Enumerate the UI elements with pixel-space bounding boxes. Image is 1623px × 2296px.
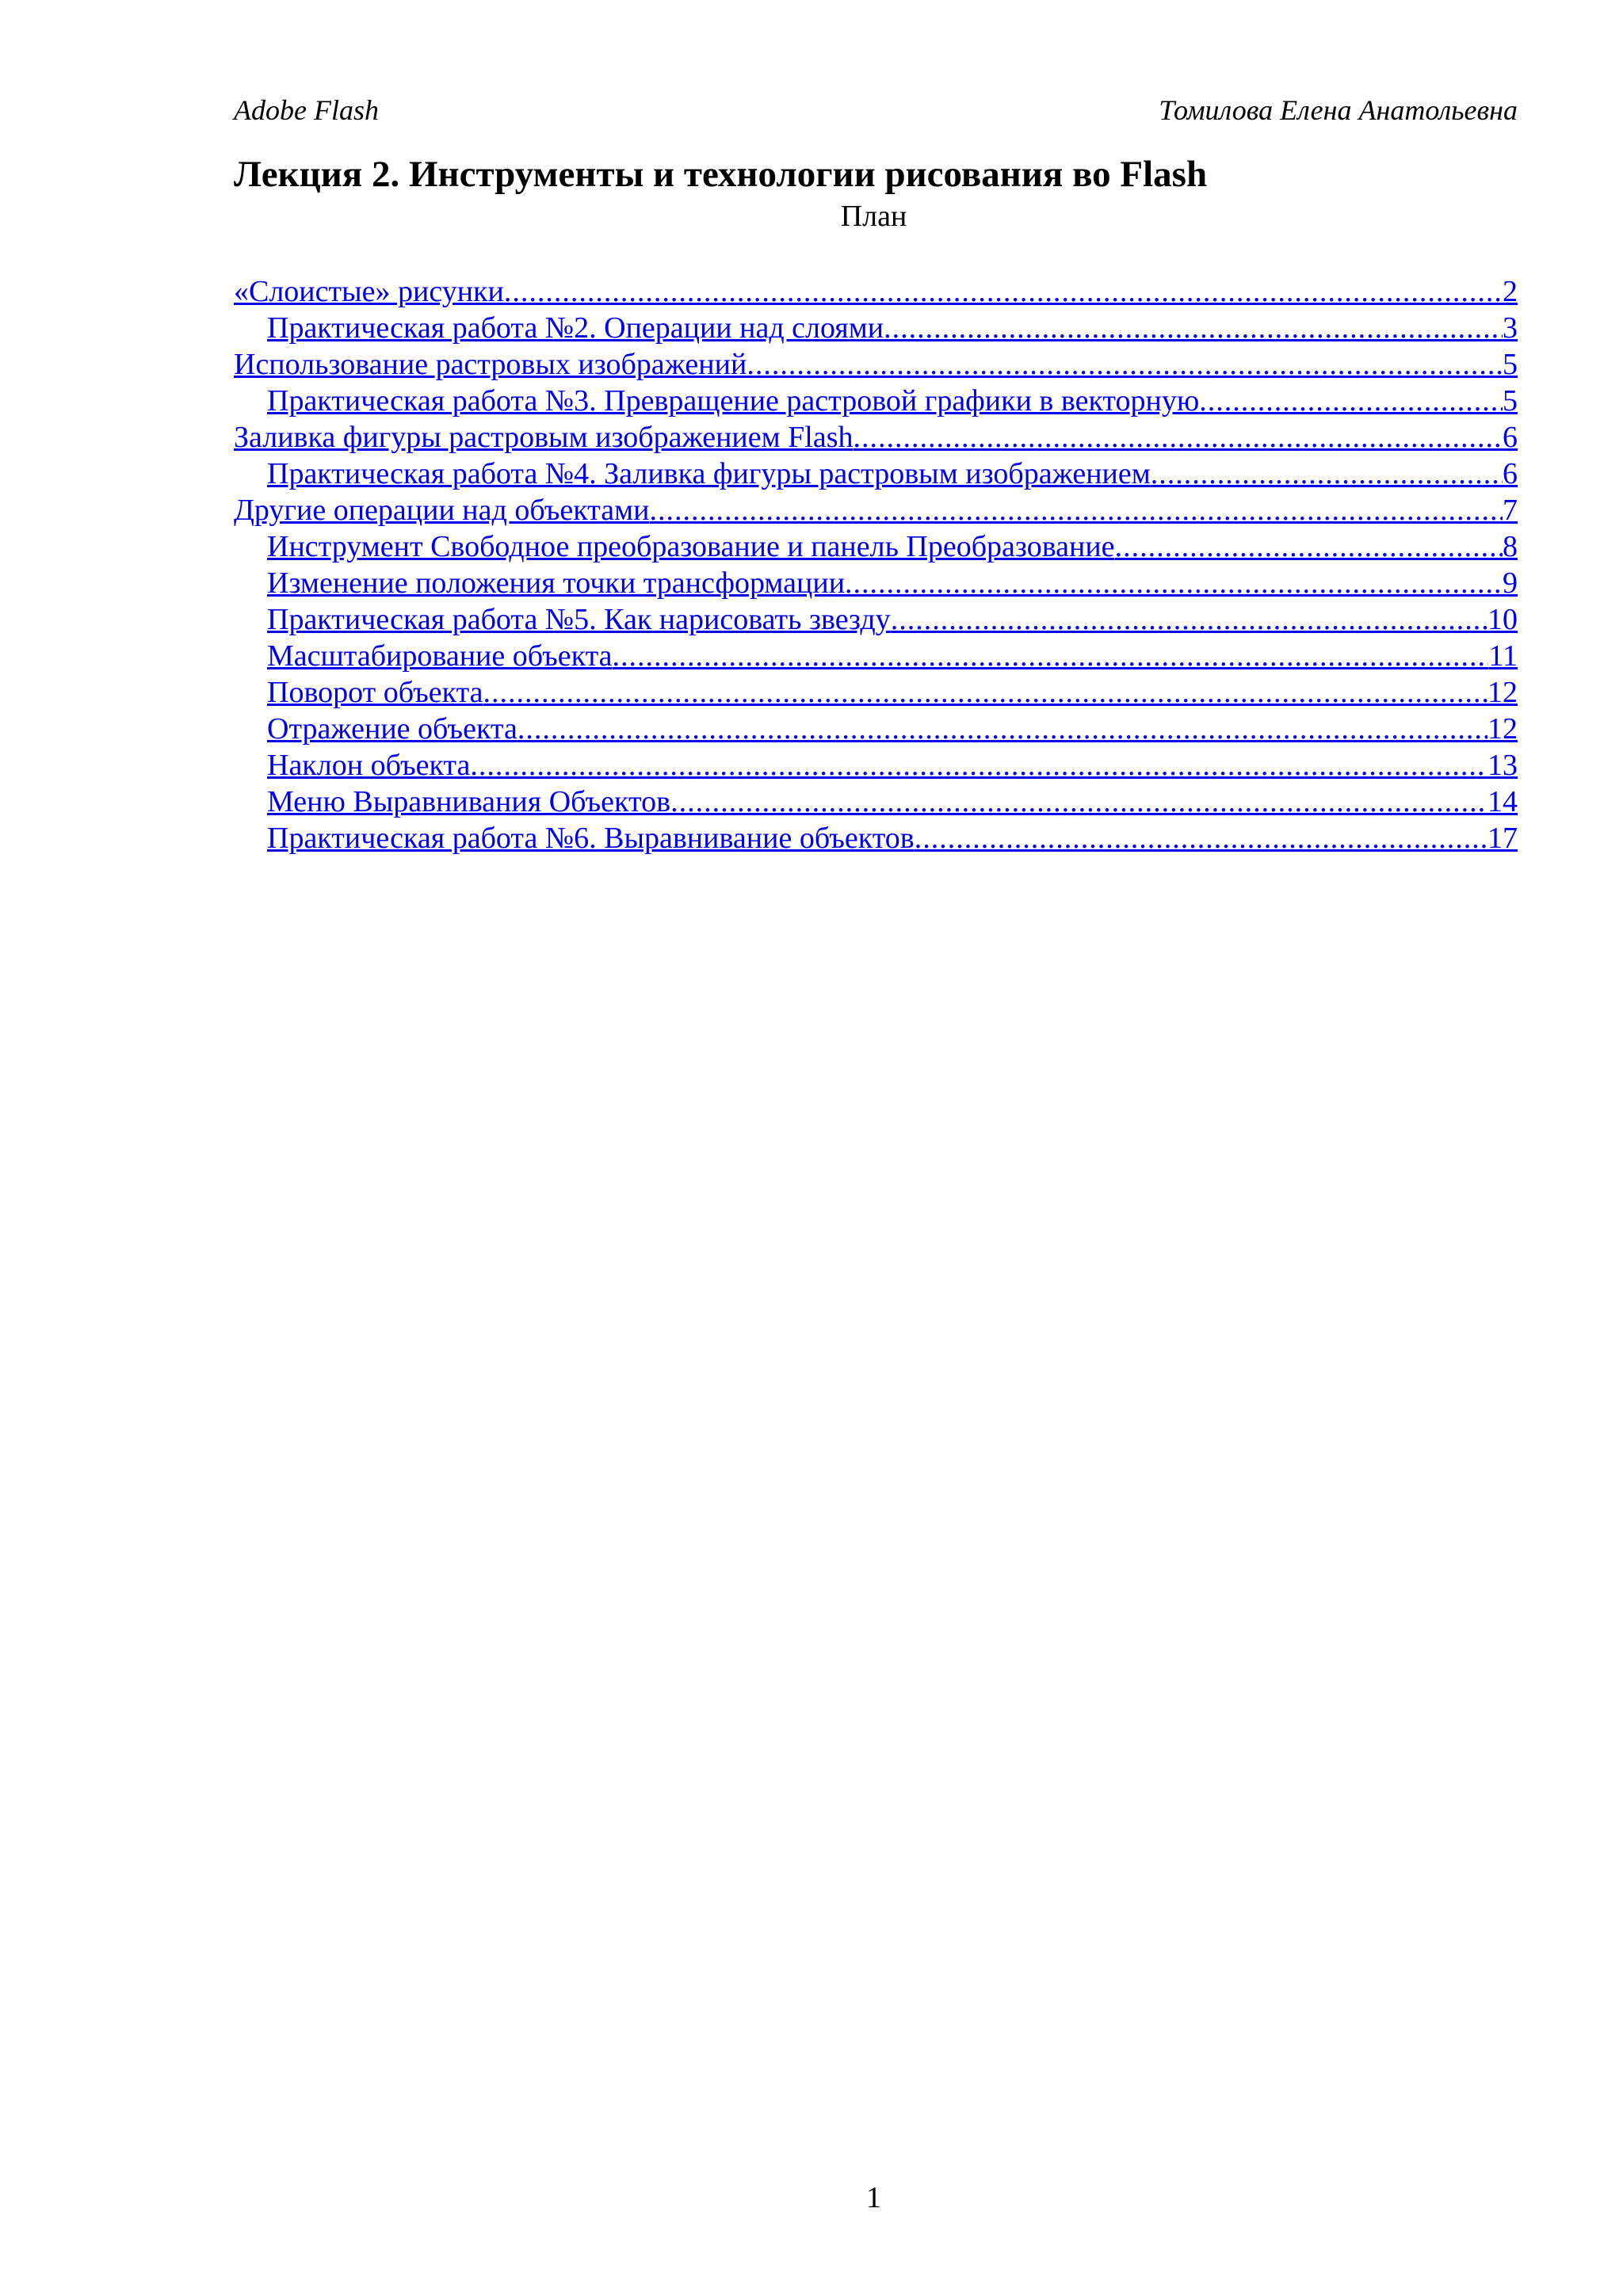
toc-dot-leader (504, 273, 1503, 310)
toc-dot-leader (613, 638, 1489, 674)
toc-entry-page: 6 (1503, 457, 1518, 490)
toc-entry-text: Инструмент Свободное преобразование и панель Преобразование (267, 530, 1115, 563)
toc-entry[interactable] (234, 820, 1518, 856)
toc-entry[interactable] (234, 310, 1518, 346)
toc-entry-page: 12 (1487, 712, 1518, 746)
toc-entry-text: Другие операции над объектами (234, 494, 650, 527)
toc-entry-page: 8 (1503, 530, 1518, 563)
toc-dot-leader (854, 419, 1503, 456)
toc-dot-leader (1199, 383, 1503, 419)
toc-entry-page: 5 (1503, 384, 1518, 418)
toc-dot-leader (915, 820, 1487, 856)
toc-dot-leader (845, 565, 1503, 601)
toc-entry-page: 3 (1503, 311, 1518, 345)
toc-entry[interactable] (234, 747, 1518, 784)
toc-entry[interactable] (234, 638, 1518, 674)
toc-entry[interactable] (234, 674, 1518, 711)
page-subtitle: План (840, 200, 907, 233)
toc-entry-text: Поворот объекта (267, 676, 483, 709)
toc-entry-page: 14 (1487, 785, 1518, 818)
toc-entry-page: 9 (1503, 566, 1518, 600)
page-number: 1 (866, 2181, 881, 2214)
table-of-contents (234, 273, 1518, 856)
toc-dot-leader (1115, 528, 1503, 565)
page-title: Лекция 2. Инструменты и технологии рисования во Flash (234, 154, 1208, 195)
toc-entry-text: Изменение положения точки трансформации (267, 566, 846, 600)
toc-entry-text: Практическая работа №2. Операции над слоями (267, 311, 884, 345)
toc-entry-page: 7 (1503, 494, 1518, 527)
toc-dot-leader (470, 747, 1487, 784)
toc-entry-text: «Слоистые» рисунки (234, 275, 504, 308)
toc-entry-page: 17 (1487, 822, 1518, 855)
toc-entry-page: 5 (1503, 348, 1518, 381)
header-right-author: Томилова Елена Анатольевна (1159, 94, 1518, 126)
toc-entry-text: Меню Выравнивания Объектов (267, 785, 671, 818)
toc-dot-leader (670, 784, 1487, 820)
toc-dot-leader (891, 601, 1487, 638)
toc-entry-page: 13 (1487, 749, 1518, 782)
toc-entry[interactable] (234, 601, 1518, 638)
toc-dot-leader (517, 711, 1487, 747)
toc-entry-text: Масштабирование объекта (267, 639, 613, 673)
toc-entry[interactable] (234, 492, 1518, 528)
toc-entry-text: Заливка фигуры растровым изображением Flash (234, 421, 854, 454)
toc-entry-text: Практическая работа №5. Как нарисовать звезду (267, 603, 891, 636)
toc-entry-page: 11 (1488, 639, 1518, 673)
toc-entry-text: Практическая работа №4. Заливка фигуры растровым изображением (267, 457, 1151, 490)
toc-entry-text: Наклон объекта (267, 749, 471, 782)
toc-entry-text: Использование растровых изображений (234, 348, 747, 381)
toc-entry[interactable] (234, 419, 1518, 456)
toc-entry-page: 2 (1503, 275, 1518, 308)
toc-entry-text: Практическая работа №6. Выравнивание объектов (267, 822, 915, 855)
toc-dot-leader (1151, 456, 1503, 492)
toc-dot-leader (483, 674, 1487, 711)
header-left-text: Adobe Flash (234, 94, 379, 126)
toc-entry-page: 10 (1487, 603, 1518, 636)
toc-entry[interactable] (234, 528, 1518, 565)
toc-entry[interactable] (234, 346, 1518, 383)
toc-entry-page: 6 (1503, 421, 1518, 454)
toc-entry[interactable] (234, 273, 1518, 310)
toc-dot-leader (747, 346, 1503, 383)
toc-entry[interactable] (234, 565, 1518, 601)
toc-dot-leader (884, 310, 1503, 346)
toc-entry[interactable] (234, 784, 1518, 820)
toc-entry[interactable] (234, 711, 1518, 747)
toc-entry-text: Практическая работа №3. Превращение растровой графики в векторную (267, 384, 1200, 418)
toc-entry[interactable] (234, 383, 1518, 419)
toc-entry-text: Отражение объекта (267, 712, 517, 746)
toc-entry[interactable] (234, 456, 1518, 492)
toc-entry-page: 12 (1487, 676, 1518, 709)
toc-dot-leader (650, 492, 1503, 528)
